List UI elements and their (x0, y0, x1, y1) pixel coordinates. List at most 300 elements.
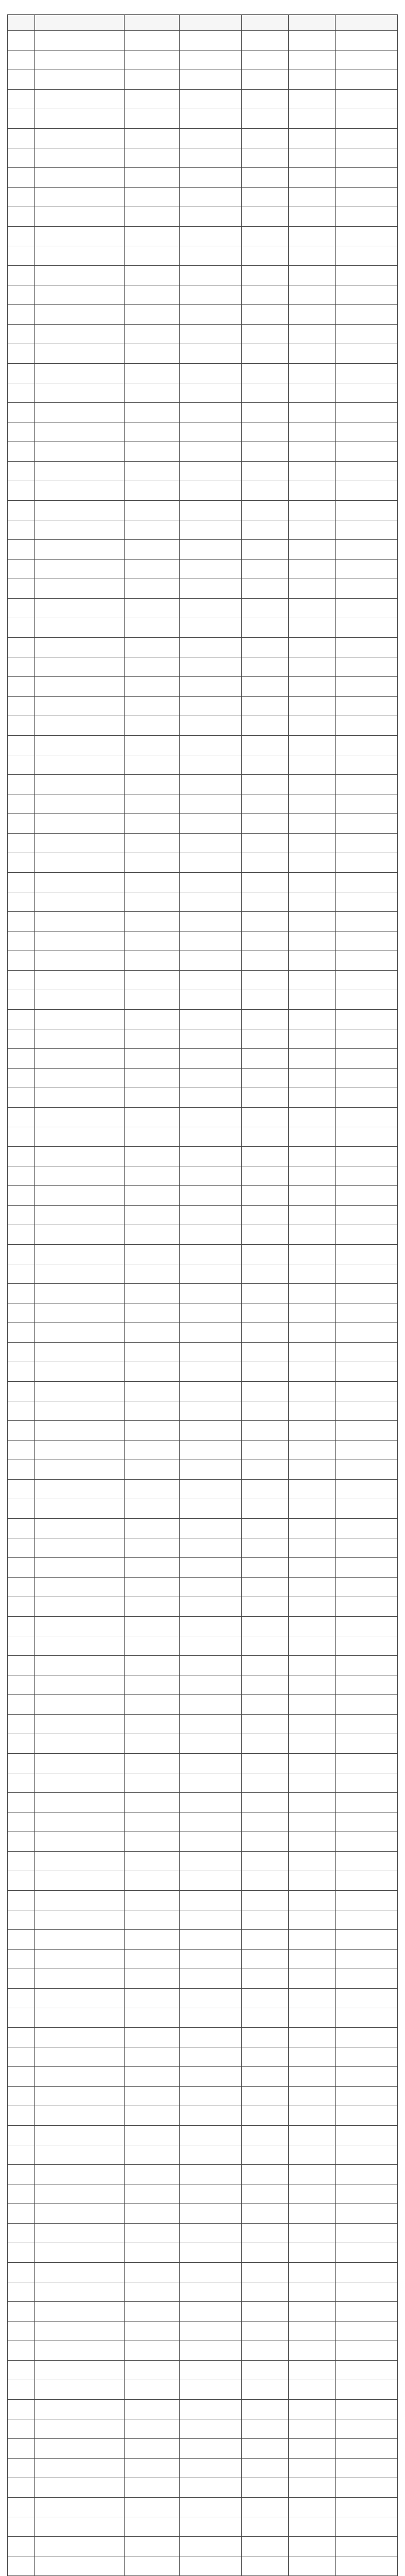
cell-city (241, 912, 288, 931)
cell-school-code (125, 2439, 179, 2459)
table-row (8, 2224, 398, 2243)
cell-school-name (35, 736, 125, 755)
cell-level (288, 1284, 335, 1303)
cell-school-name (35, 481, 125, 501)
cell-level (288, 1343, 335, 1362)
cell-school-name (35, 931, 125, 951)
cell-level (288, 2282, 335, 2302)
cell-note (335, 1186, 397, 1206)
cell-note (335, 1460, 397, 1480)
cell-note (335, 2400, 397, 2419)
cell-authority (179, 1284, 241, 1303)
cell-school-name (35, 129, 125, 148)
cell-school-name (35, 1480, 125, 1499)
cell-authority (179, 2419, 241, 2439)
cell-serial (8, 2478, 35, 2498)
cell-level (288, 1636, 335, 1656)
cell-note (335, 1343, 397, 1362)
cell-city (241, 1010, 288, 1029)
cell-city (241, 2556, 288, 2576)
cell-school-code (125, 1069, 179, 1088)
table-body (8, 31, 398, 2576)
cell-note (335, 2047, 397, 2067)
cell-note (335, 892, 397, 912)
cell-school-name (35, 246, 125, 266)
cell-serial (8, 1538, 35, 1558)
cell-note (335, 1264, 397, 1284)
table-row (8, 1558, 398, 1578)
cell-serial (8, 1225, 35, 1245)
cell-note (335, 1871, 397, 1891)
cell-serial (8, 873, 35, 892)
cell-school-code (125, 2087, 179, 2106)
cell-serial (8, 1029, 35, 1049)
table-row (8, 1421, 398, 1440)
table-row (8, 1636, 398, 1656)
cell-city (241, 951, 288, 971)
table-row (8, 168, 398, 188)
cell-city (241, 560, 288, 579)
cell-city (241, 1421, 288, 1440)
cell-level (288, 2400, 335, 2419)
cell-authority (179, 2106, 241, 2126)
cell-city (241, 1930, 288, 1950)
cell-school-name (35, 227, 125, 246)
cell-school-code (125, 2361, 179, 2380)
cell-school-name (35, 677, 125, 697)
cell-note (335, 2165, 397, 2184)
cell-level (288, 442, 335, 462)
table-row (8, 2047, 398, 2067)
cell-note (335, 1166, 397, 1186)
cell-school-code (125, 1930, 179, 1950)
cell-note (335, 2008, 397, 2028)
cell-note (335, 1558, 397, 1578)
cell-authority (179, 2047, 241, 2067)
cell-school-name (35, 1206, 125, 1225)
cell-authority (179, 1147, 241, 1166)
table-row (8, 305, 398, 325)
cell-city (241, 1029, 288, 1049)
cell-authority (179, 1049, 241, 1069)
cell-level (288, 1069, 335, 1088)
cell-school-name (35, 1891, 125, 1910)
cell-level (288, 90, 335, 109)
cell-city (241, 2263, 288, 2282)
table-row (8, 2419, 398, 2439)
cell-level (288, 1950, 335, 1969)
table-row (8, 1989, 398, 2008)
table-row (8, 1382, 398, 1401)
cell-authority (179, 1989, 241, 2008)
cell-school-code (125, 31, 179, 50)
cell-note (335, 2263, 397, 2282)
cell-school-code (125, 207, 179, 227)
cell-serial (8, 912, 35, 931)
cell-authority (179, 540, 241, 560)
cell-school-code (125, 794, 179, 814)
table-row (8, 2361, 398, 2380)
cell-level (288, 227, 335, 246)
cell-serial (8, 1049, 35, 1069)
cell-authority (179, 207, 241, 227)
cell-school-code (125, 1950, 179, 1969)
table-row (8, 638, 398, 657)
cell-school-code (125, 2556, 179, 2576)
cell-note (335, 109, 397, 129)
cell-serial (8, 2302, 35, 2321)
table-row (8, 560, 398, 579)
cell-note (335, 383, 397, 403)
cell-school-code (125, 657, 179, 677)
cell-authority (179, 129, 241, 148)
cell-city (241, 109, 288, 129)
cell-level (288, 834, 335, 853)
cell-authority (179, 2302, 241, 2321)
cell-school-name (35, 2380, 125, 2400)
table-row (8, 971, 398, 990)
cell-school-code (125, 853, 179, 873)
cell-authority (179, 1617, 241, 1636)
cell-serial (8, 1754, 35, 1773)
cell-school-name (35, 2087, 125, 2106)
cell-school-code (125, 1734, 179, 1754)
cell-city (241, 2243, 288, 2263)
cell-city (241, 1734, 288, 1754)
cell-school-code (125, 2341, 179, 2361)
cell-serial (8, 1715, 35, 1734)
cell-city (241, 1578, 288, 1597)
cell-authority (179, 31, 241, 50)
cell-note (335, 227, 397, 246)
table-row (8, 1773, 398, 1793)
cell-city (241, 1636, 288, 1656)
cell-school-name (35, 168, 125, 188)
cell-school-name (35, 1519, 125, 1538)
cell-note (335, 2224, 397, 2243)
cell-school-code (125, 2302, 179, 2321)
cell-level (288, 422, 335, 442)
cell-level (288, 31, 335, 50)
cell-city (241, 2419, 288, 2439)
cell-level (288, 1499, 335, 1519)
cell-authority (179, 1891, 241, 1910)
table-row (8, 2126, 398, 2145)
cell-serial (8, 1871, 35, 1891)
cell-city (241, 325, 288, 344)
cell-school-code (125, 1832, 179, 1852)
cell-school-code (125, 1421, 179, 1440)
cell-school-name (35, 1460, 125, 1480)
cell-city (241, 207, 288, 227)
cell-school-code (125, 1284, 179, 1303)
cell-serial (8, 697, 35, 716)
cell-level (288, 618, 335, 638)
table-row (8, 990, 398, 1010)
cell-level (288, 814, 335, 834)
cell-authority (179, 755, 241, 775)
cell-serial (8, 1147, 35, 1166)
cell-level (288, 1852, 335, 1871)
cell-school-code (125, 2224, 179, 2243)
cell-level (288, 1675, 335, 1695)
cell-level (288, 1186, 335, 1206)
table-row (8, 207, 398, 227)
cell-level (288, 1323, 335, 1343)
cell-school-code (125, 1245, 179, 1264)
cell-serial (8, 70, 35, 90)
cell-city (241, 520, 288, 540)
table-row (8, 481, 398, 501)
cell-note (335, 2126, 397, 2145)
cell-school-code (125, 1323, 179, 1343)
table-row (8, 1715, 398, 1734)
cell-school-name (35, 2067, 125, 2087)
table-row (8, 1088, 398, 1108)
cell-level (288, 1382, 335, 1401)
cell-serial (8, 1891, 35, 1910)
cell-authority (179, 1636, 241, 1656)
cell-school-code (125, 501, 179, 520)
cell-authority (179, 1695, 241, 1715)
table-row (8, 2243, 398, 2263)
cell-level (288, 520, 335, 540)
cell-serial (8, 1832, 35, 1852)
cell-school-name (35, 1754, 125, 1773)
cell-note (335, 1910, 397, 1930)
table-row (8, 442, 398, 462)
table-row (8, 1754, 398, 1773)
cell-school-code (125, 1166, 179, 1186)
cell-city (241, 2537, 288, 2556)
cell-authority (179, 931, 241, 951)
cell-city (241, 1186, 288, 1206)
cell-level (288, 2028, 335, 2047)
cell-serial (8, 305, 35, 325)
table-header-row (8, 15, 398, 31)
cell-serial (8, 1773, 35, 1793)
cell-level (288, 1401, 335, 1421)
cell-level (288, 736, 335, 755)
cell-note (335, 736, 397, 755)
cell-city (241, 1225, 288, 1245)
table-row (8, 1519, 398, 1538)
cell-serial (8, 1010, 35, 1029)
cell-school-code (125, 1108, 179, 1127)
cell-note (335, 1950, 397, 1969)
cell-city (241, 990, 288, 1010)
cell-authority (179, 599, 241, 618)
cell-city (241, 794, 288, 814)
cell-school-name (35, 1147, 125, 1166)
table-row (8, 1969, 398, 1989)
cell-serial (8, 1186, 35, 1206)
cell-school-code (125, 814, 179, 834)
cell-serial (8, 736, 35, 755)
cell-city (241, 70, 288, 90)
cell-school-code (125, 2008, 179, 2028)
cell-authority (179, 2145, 241, 2165)
cell-authority (179, 2204, 241, 2224)
cell-serial (8, 1852, 35, 1871)
cell-level (288, 1773, 335, 1793)
cell-school-code (125, 1910, 179, 1930)
cell-school-name (35, 1695, 125, 1715)
table-row (8, 520, 398, 540)
cell-city (241, 1891, 288, 1910)
cell-note (335, 1108, 397, 1127)
cell-school-name (35, 2204, 125, 2224)
cell-city (241, 1538, 288, 1558)
table-row (8, 2008, 398, 2028)
cell-authority (179, 1773, 241, 1793)
cell-level (288, 2302, 335, 2321)
cell-authority (179, 1675, 241, 1695)
cell-authority (179, 1186, 241, 1206)
cell-school-name (35, 70, 125, 90)
cell-school-code (125, 1538, 179, 1558)
cell-school-name (35, 2165, 125, 2184)
cell-city (241, 1812, 288, 1832)
cell-city (241, 1245, 288, 1264)
cell-serial (8, 2263, 35, 2282)
cell-city (241, 1382, 288, 1401)
cell-level (288, 2243, 335, 2263)
cell-serial (8, 775, 35, 794)
cell-school-code (125, 1773, 179, 1793)
cell-city (241, 2028, 288, 2047)
cell-school-name (35, 1930, 125, 1950)
cell-note (335, 1421, 397, 1440)
cell-note (335, 325, 397, 344)
cell-authority (179, 1029, 241, 1049)
cell-school-code (125, 2165, 179, 2184)
cell-note (335, 2243, 397, 2263)
cell-school-code (125, 599, 179, 618)
cell-school-code (125, 422, 179, 442)
cell-serial (8, 2361, 35, 2380)
cell-city (241, 2302, 288, 2321)
cell-school-code (125, 892, 179, 912)
cell-school-name (35, 2302, 125, 2321)
cell-city (241, 1519, 288, 1538)
cell-city (241, 2087, 288, 2106)
cell-level (288, 853, 335, 873)
table-row (8, 2439, 398, 2459)
table-row (8, 344, 398, 364)
cell-school-name (35, 1852, 125, 1871)
cell-authority (179, 1597, 241, 1617)
cell-school-name (35, 638, 125, 657)
cell-authority (179, 1910, 241, 1930)
cell-serial (8, 2498, 35, 2517)
cell-school-code (125, 1715, 179, 1734)
cell-note (335, 1656, 397, 1675)
cell-authority (179, 2498, 241, 2517)
cell-city (241, 873, 288, 892)
cell-note (335, 1206, 397, 1225)
cell-note (335, 2028, 397, 2047)
cell-level (288, 1127, 335, 1147)
cell-school-name (35, 207, 125, 227)
cell-authority (179, 1969, 241, 1989)
table-row (8, 1127, 398, 1147)
cell-note (335, 305, 397, 325)
cell-level (288, 1734, 335, 1754)
cell-serial (8, 1440, 35, 1460)
cell-authority (179, 2361, 241, 2380)
cell-city (241, 1910, 288, 1930)
cell-city (241, 1206, 288, 1225)
cell-note (335, 2498, 397, 2517)
cell-authority (179, 951, 241, 971)
cell-serial (8, 2243, 35, 2263)
cell-school-code (125, 1303, 179, 1323)
cell-school-code (125, 2282, 179, 2302)
cell-school-code (125, 1382, 179, 1401)
cell-school-name (35, 2419, 125, 2439)
cell-school-name (35, 2556, 125, 2576)
cell-level (288, 560, 335, 579)
cell-serial (8, 716, 35, 736)
cell-city (241, 2321, 288, 2341)
cell-level (288, 70, 335, 90)
cell-school-name (35, 364, 125, 383)
cell-serial (8, 794, 35, 814)
cell-note (335, 618, 397, 638)
table-row (8, 148, 398, 168)
cell-school-name (35, 579, 125, 599)
cell-school-code (125, 1871, 179, 1891)
cell-school-name (35, 1950, 125, 1969)
cell-serial (8, 1382, 35, 1401)
cell-note (335, 148, 397, 168)
cell-school-name (35, 2263, 125, 2282)
table-row (8, 285, 398, 305)
cell-serial (8, 2400, 35, 2419)
cell-city (241, 931, 288, 951)
cell-city (241, 285, 288, 305)
cell-level (288, 1695, 335, 1715)
cell-level (288, 383, 335, 403)
cell-level (288, 1225, 335, 1245)
cell-school-name (35, 383, 125, 403)
cell-city (241, 2106, 288, 2126)
cell-level (288, 1617, 335, 1636)
cell-note (335, 1382, 397, 1401)
cell-level (288, 579, 335, 599)
table-row (8, 2106, 398, 2126)
table-row (8, 1852, 398, 1871)
cell-level (288, 2087, 335, 2106)
cell-serial (8, 990, 35, 1010)
cell-note (335, 1597, 397, 1617)
cell-serial (8, 2439, 35, 2459)
cell-authority (179, 1108, 241, 1127)
cell-level (288, 1597, 335, 1617)
cell-city (241, 501, 288, 520)
cell-authority (179, 266, 241, 285)
cell-city (241, 1323, 288, 1343)
cell-serial (8, 618, 35, 638)
cell-note (335, 1969, 397, 1989)
cell-level (288, 1832, 335, 1852)
cell-school-code (125, 2419, 179, 2439)
table-row (8, 599, 398, 618)
cell-note (335, 2361, 397, 2380)
cell-note (335, 1401, 397, 1421)
cell-school-name (35, 1499, 125, 1519)
